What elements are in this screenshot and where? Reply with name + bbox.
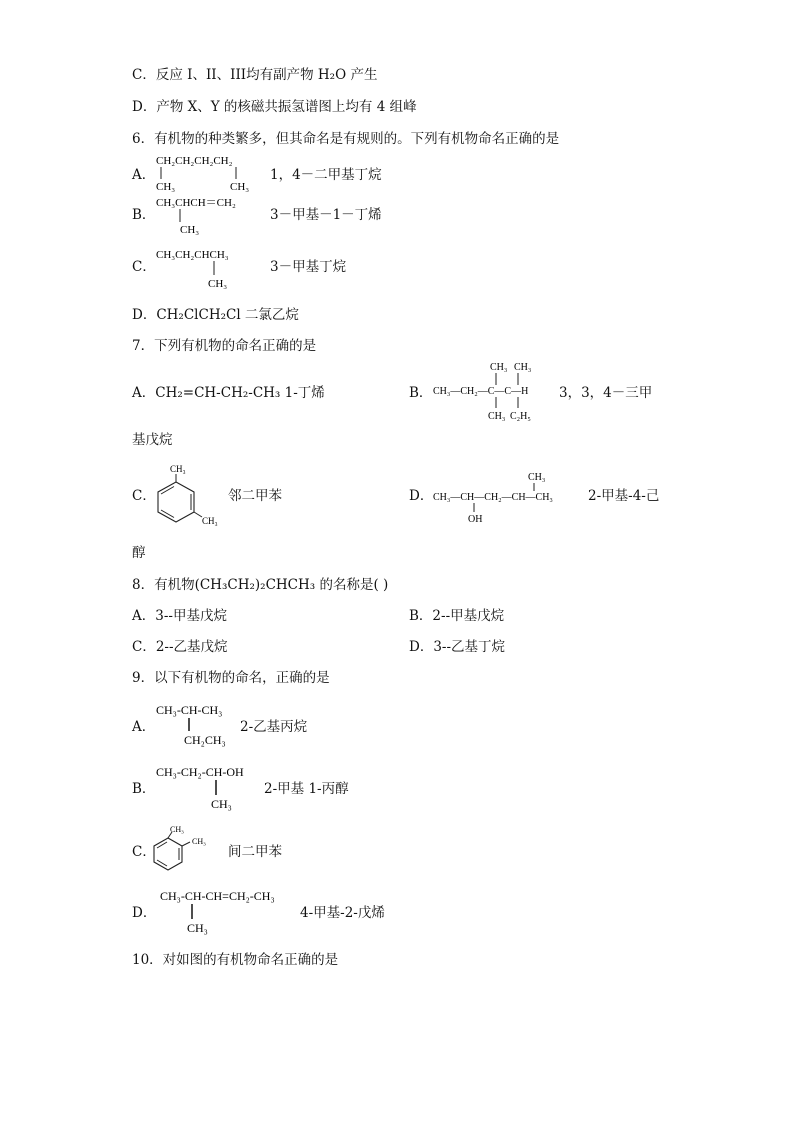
q7-b-name: 3，3，4－三甲 — [559, 385, 653, 401]
q7-b-label: B． — [409, 385, 433, 401]
q9-b-name: 2-甲基 1-丙醇 — [264, 781, 349, 797]
q9-a-chain: CH₃-CH-CH₃ — [156, 703, 223, 717]
q7-d-hydroxyl: OH — [468, 514, 483, 525]
q7-c-name: 邻二甲苯 — [228, 488, 282, 504]
q5-option-c: C．反应 I、II、III均有副产物 H₂O 产生 — [132, 67, 378, 83]
q7-b-bottom-ethyl: C₂H₅ — [510, 411, 531, 422]
q6-a-label: A． — [132, 167, 156, 183]
q7-b-main-chain: CH₃—CH₂—C—C—H — [433, 386, 529, 397]
q6-a-chain: CH₂CH₂CH₂CH₂ — [156, 155, 233, 167]
q9-a-name: 2-乙基丙烷 — [240, 719, 308, 735]
q7-d-main-chain: CH₃—CH—CH₂—CH—CH₃ — [433, 492, 553, 503]
q7-d-name-continued: 醇 — [132, 545, 146, 561]
q9-b-label: B． — [132, 781, 156, 797]
q6-a-name: 1，4－二甲基丁烷 — [270, 167, 382, 183]
q9-c-methyl-1: CH₃ — [170, 825, 184, 834]
q8-stem: 8．有机物(CH₃CH₂)₂CHCH₃ 的名称是( ) — [132, 577, 389, 593]
q6-b-chain: CH₃CHCH＝CH₂ — [156, 197, 236, 209]
q6-stem: 6．有机物的种类繁多，但其命名是有规则的。下列有机物命名正确的是 — [132, 131, 560, 147]
q9-d-chain: CH₃-CH-CH=CH₂-CH₃ — [160, 889, 275, 903]
q9-a-structure — [152, 700, 242, 750]
q9-c-structure — [150, 822, 220, 872]
q6-c-chain: CH₃CH₂CHCH₃ — [156, 249, 229, 261]
q9-c-label: C． — [132, 844, 156, 860]
q7-option-a: A．CH₂=CH-CH₂-CH₃ 1-丁烯 — [132, 385, 325, 401]
q7-b-name-continued: 基戊烷 — [132, 432, 173, 448]
q9-b-chain: CH₃-CH₂-CH-OH — [156, 765, 244, 779]
q9-d-label: D． — [132, 905, 157, 921]
q9-d-name: 4-甲基-2-戊烯 — [300, 905, 385, 921]
q5-option-d: D．产物 X、Y 的核磁共振氢谱图上均有 4 组峰 — [132, 99, 417, 115]
q6-c-label: C． — [132, 259, 156, 275]
q9-d-methyl: CH₃ — [187, 921, 208, 935]
q6-a-left-methyl: CH₃ — [156, 181, 176, 193]
q7-d-top-methyl: CH₃ — [528, 472, 546, 483]
q7-c-methyl-2: CH₃ — [202, 516, 218, 526]
q7-b-bottom-methyl: CH₃ — [488, 411, 506, 422]
q7-d-name: 2-甲基-4-己 — [588, 488, 660, 504]
q7-b-structure — [430, 358, 550, 424]
q8-option-b: B．2--甲基戊烷 — [409, 608, 505, 624]
q6-c-name: 3－甲基丁烷 — [270, 259, 347, 275]
q6-b-structure — [152, 194, 267, 238]
q6-option-d: D．CH₂ClCH₂Cl 二氯乙烷 — [132, 307, 299, 323]
q7-d-label: D． — [409, 488, 434, 504]
q7-stem: 7．下列有机物的命名正确的是 — [132, 338, 317, 354]
q9-b-methyl: CH₃ — [211, 797, 232, 811]
q7-b-top-methyl-2: CH₃ — [514, 362, 532, 373]
q6-c-structure — [152, 244, 267, 292]
q9-d-structure — [156, 886, 306, 938]
q6-a-structure — [152, 152, 262, 194]
q7-c-methyl-1: CH₃ — [170, 464, 186, 474]
q6-a-right-methyl: CH₃ — [230, 181, 250, 193]
q6-b-methyl: CH₃ — [180, 224, 200, 236]
q8-option-a: A．3--甲基戊烷 — [132, 608, 227, 624]
q7-c-structure — [150, 462, 230, 530]
q6-c-methyl: CH₃ — [208, 278, 228, 290]
q7-c-label: C． — [132, 488, 156, 504]
q10-stem: 10．对如图的有机物命名正确的是 — [132, 952, 339, 968]
q8-option-d: D．3--乙基丁烷 — [409, 639, 506, 655]
q9-stem: 9．以下有机物的命名，正确的是 — [132, 670, 330, 686]
q9-c-methyl-2: CH₃ — [192, 837, 206, 846]
q9-a-ethyl: CH₂CH₃ — [184, 733, 226, 747]
q9-a-label: A． — [132, 719, 156, 735]
q7-b-top-methyl-1: CH₃ — [490, 362, 508, 373]
q6-b-label: B． — [132, 207, 156, 223]
q9-c-name: 间二甲苯 — [228, 844, 282, 860]
q6-b-name: 3－甲基－1－丁烯 — [270, 207, 382, 223]
q8-option-c: C．2--乙基戊烷 — [132, 639, 228, 655]
q7-d-structure — [430, 466, 580, 528]
q9-b-structure — [152, 762, 267, 814]
